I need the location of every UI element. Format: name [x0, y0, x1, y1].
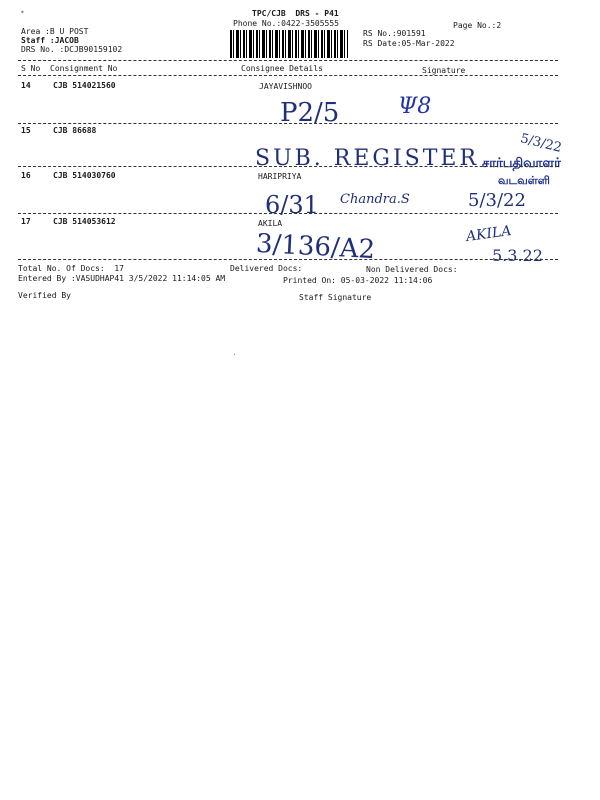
handwritten-date: 5/3/22 [468, 190, 526, 211]
handwritten-signature: AKILA [465, 222, 513, 246]
row-consignment: CJB 514053612 [53, 217, 116, 226]
divider [18, 60, 558, 61]
row-consignee: HARIPRIYA [258, 172, 302, 181]
row-sno: 17 [21, 217, 31, 226]
handwritten-date: 5.3.22 [492, 246, 543, 265]
handwritten-name: Chandra.S [340, 192, 410, 207]
row-consignee: JAYAVISHNOO [259, 82, 312, 91]
handwritten-address: 3/136/A2 [255, 228, 376, 266]
col-consignment: Consignment No [50, 64, 118, 73]
col-signature: Signature [422, 66, 466, 75]
row-consignment: CJB 86688 [53, 126, 97, 135]
divider [18, 75, 558, 76]
registrar-stamp-place: வடவள்ளி [498, 174, 550, 187]
handwritten-address: 6/31 [265, 191, 319, 219]
divider [18, 259, 558, 260]
total-docs: Total No. Of Docs: 17 [18, 264, 124, 273]
non-delivered-docs: Non Delivered Docs: [366, 265, 458, 274]
page-number: Page No.:2 [453, 21, 502, 30]
sheet-title: TPC/CJB DRS - P41 [252, 9, 339, 18]
divider [18, 123, 558, 124]
divider [18, 213, 558, 214]
registrar-stamp: சார்பதிவாளர் [482, 156, 561, 171]
row-consignment: CJB 514021560 [53, 81, 116, 90]
row-sno: 14 [21, 81, 31, 90]
scan-speck: · [232, 350, 237, 359]
divider [18, 166, 558, 167]
row-sno: 16 [21, 171, 31, 180]
row-consignee: AKILA [258, 219, 283, 228]
rs-date: RS Date:05-Mar-2022 [363, 39, 455, 48]
barcode [230, 30, 348, 58]
rs-number: RS No.:901591 [363, 29, 426, 38]
printed-on: Printed On: 05-03-2022 11:14:06 [283, 276, 433, 285]
delivered-docs: Delivered Docs: [230, 264, 303, 273]
handwritten-signature: Ψ8 [398, 94, 432, 119]
drs-number: DRS No. :DCJB90159102 [21, 45, 123, 54]
scan-speck: • [20, 8, 25, 17]
row-sno: 15 [21, 126, 31, 135]
col-sno: S No [21, 64, 41, 73]
handwritten-date: 5/3/22 [518, 131, 564, 156]
handwritten-address: P2/5 [280, 98, 340, 128]
staff-signature: Staff Signature [299, 293, 372, 302]
handwritten-consignee: SUB. REGISTER [255, 146, 480, 171]
phone-number: Phone No.:0422-3505555 [233, 19, 339, 28]
entered-by: Entered By :VASUDHAP41 3/5/2022 11:14:05 AM [18, 274, 226, 283]
area-label: Area :B U POST [21, 27, 89, 36]
verified-by: Verified By [18, 291, 71, 300]
row-consignment: CJB 514030760 [53, 171, 116, 180]
col-consignee: Consignee Details [241, 64, 323, 73]
staff-label: Staff :JACOB [21, 36, 79, 45]
